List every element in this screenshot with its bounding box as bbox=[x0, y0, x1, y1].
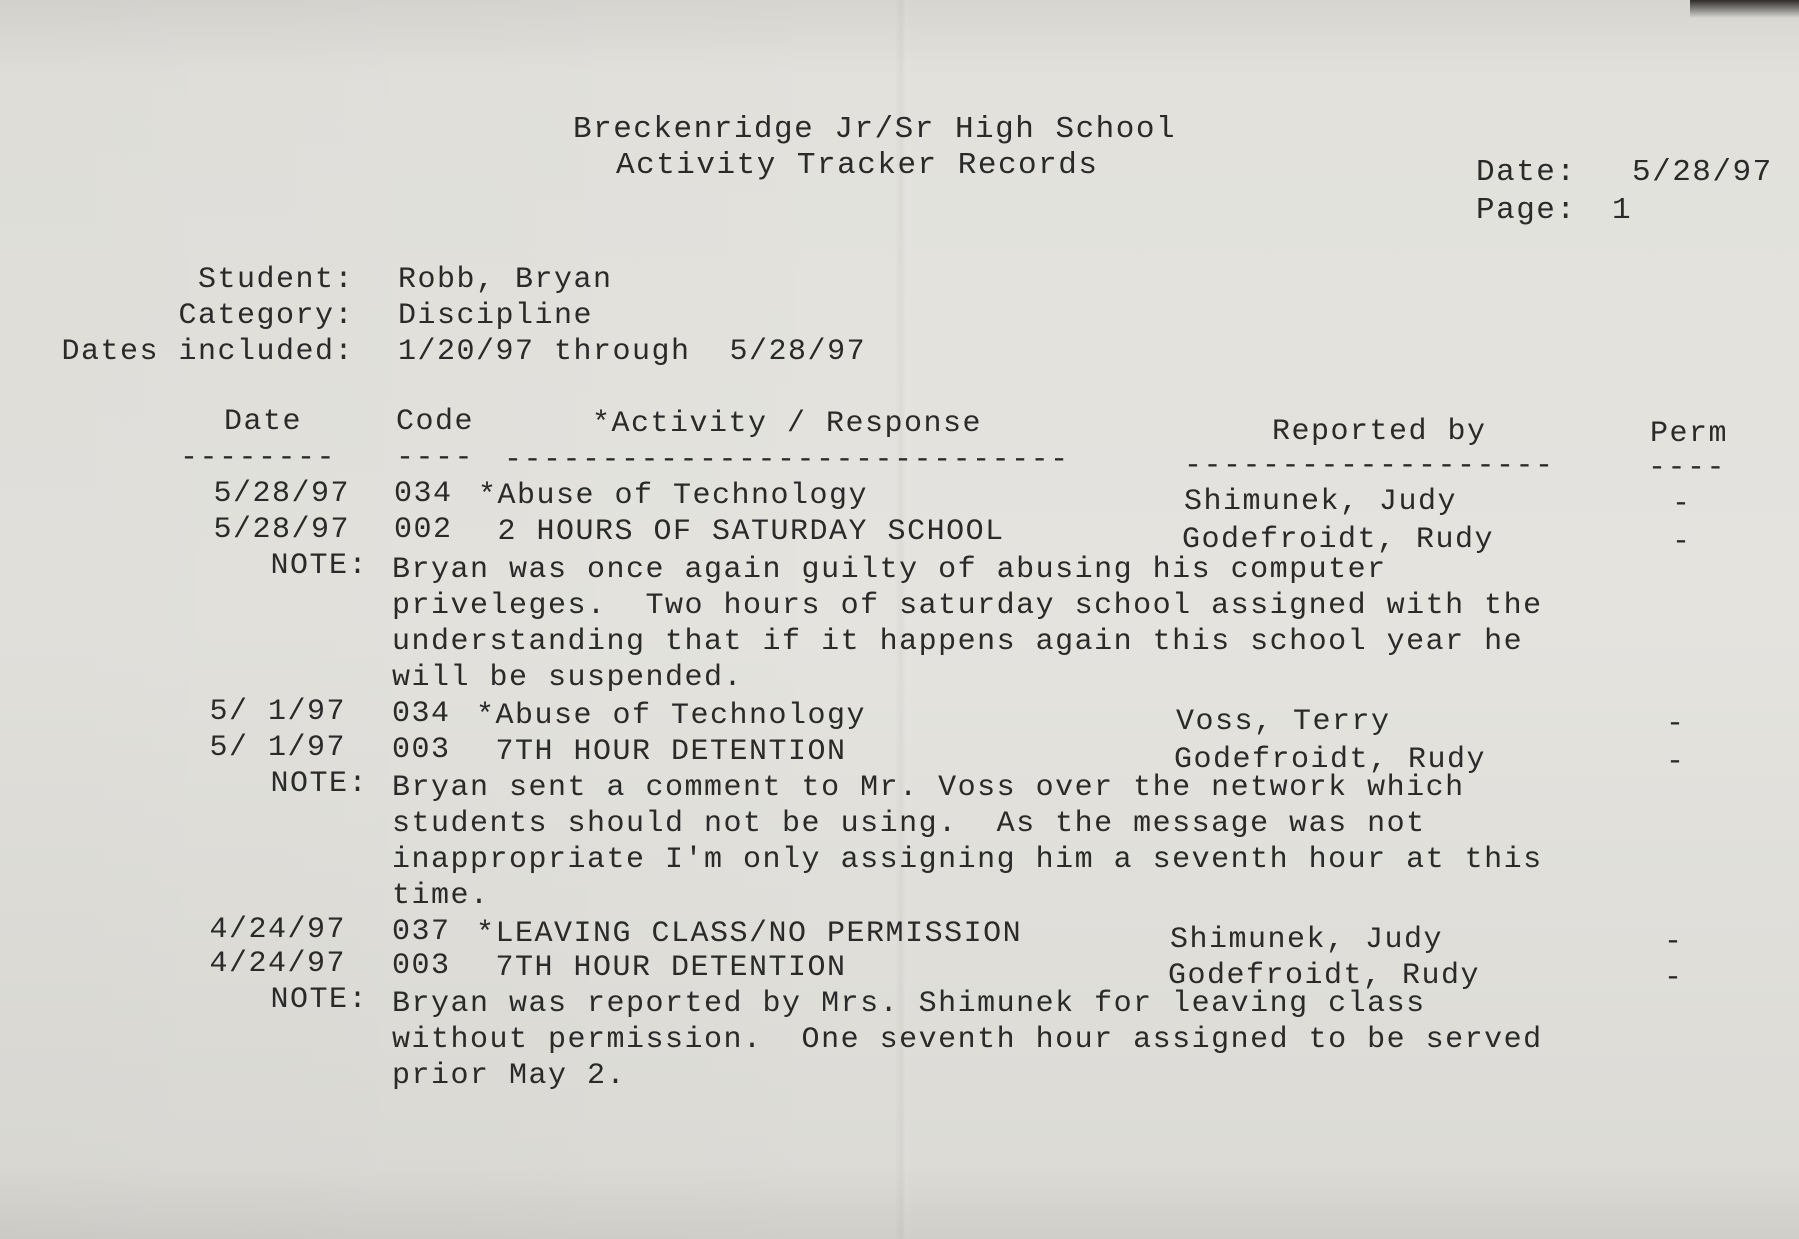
note-line: students should not be using. As the message was not bbox=[392, 807, 1426, 841]
note-line: without permission. One seventh hour assigned to be served bbox=[392, 1023, 1543, 1057]
record-date: 4/24/97 bbox=[209, 913, 346, 947]
report-date-label: Date: bbox=[1476, 155, 1577, 190]
record-reported-by: Godefroidt, Rudy bbox=[1174, 743, 1487, 777]
column-rule-perm: ---- bbox=[1648, 451, 1727, 485]
page-number-value: 1 bbox=[1612, 193, 1633, 228]
record-reported-by: Godefroidt, Rudy bbox=[1182, 523, 1495, 557]
column-rule-code: ---- bbox=[396, 441, 475, 475]
record-date: 5/28/97 bbox=[213, 477, 350, 511]
record-activity: 2 HOURS OF SATURDAY SCHOOL bbox=[478, 515, 1005, 549]
record-reported-by: Shimunek, Judy bbox=[1170, 923, 1444, 957]
record-reported-by: Godefroidt, Rudy bbox=[1168, 959, 1481, 993]
column-rule-date: -------- bbox=[180, 441, 337, 475]
column-rule-activity: ----------------------------- bbox=[504, 443, 1070, 477]
student-label: Student: bbox=[197, 263, 354, 297]
note-line: priveleges. Two hours of saturday school assigned with the bbox=[392, 589, 1543, 623]
record-perm: - bbox=[1664, 961, 1684, 995]
note-line: Bryan was once again guilty of abusing his computer bbox=[392, 553, 1387, 587]
page-number-label: Page: bbox=[1476, 193, 1577, 228]
record-perm: - bbox=[1666, 707, 1686, 741]
column-header-perm: Perm bbox=[1650, 417, 1729, 451]
record-date: 4/24/97 bbox=[209, 947, 346, 981]
note-text bbox=[392, 986, 1752, 1094]
dates-included-label: Dates included: bbox=[61, 335, 354, 369]
page-edge-shadow bbox=[1690, 0, 1799, 18]
record-activity: *Abuse of Technology bbox=[478, 479, 869, 513]
record-date: 5/ 1/97 bbox=[209, 731, 346, 765]
note-line: Bryan sent a comment to Mr. Voss over the network which bbox=[392, 771, 1465, 805]
note-line: Bryan was reported by Mrs. Shimunek for leaving class bbox=[392, 987, 1426, 1021]
report-date-value: 5/28/97 bbox=[1632, 155, 1773, 190]
note-line: time. bbox=[392, 879, 490, 913]
dates-included-value: 1/20/97 through 5/28/97 bbox=[398, 335, 867, 369]
note-text bbox=[392, 770, 1752, 914]
record-code: 003 bbox=[392, 949, 451, 983]
report-title: Activity Tracker Records bbox=[616, 148, 1099, 183]
record-code: 037 bbox=[392, 915, 451, 949]
record-reported-by: Shimunek, Judy bbox=[1184, 485, 1458, 519]
column-header-date: Date bbox=[224, 405, 303, 439]
record-activity: 7TH HOUR DETENTION bbox=[476, 951, 847, 985]
column-header-activity: *Activity / Response bbox=[592, 407, 983, 441]
note-label: NOTE: bbox=[270, 549, 368, 583]
record-date: 5/ 1/97 bbox=[209, 695, 346, 729]
record-perm: - bbox=[1672, 487, 1692, 521]
note-line: prior May 2. bbox=[392, 1059, 627, 1093]
note-label: NOTE: bbox=[270, 983, 368, 1017]
note-text bbox=[392, 552, 1752, 696]
record-code: 034 bbox=[394, 477, 453, 511]
record-activity: *LEAVING CLASS/NO PERMISSION bbox=[476, 917, 1023, 951]
record-activity: *Abuse of Technology bbox=[476, 699, 867, 733]
record-reported-by: Voss, Terry bbox=[1176, 705, 1391, 739]
record-code: 003 bbox=[392, 733, 451, 767]
record-date: 5/28/97 bbox=[213, 513, 350, 547]
student-name: Robb, Bryan bbox=[398, 263, 613, 297]
note-line: understanding that if it happens again this school year he bbox=[392, 625, 1524, 659]
category-value: Discipline bbox=[398, 299, 594, 333]
record-perm: - bbox=[1672, 525, 1692, 559]
note-label: NOTE: bbox=[270, 767, 368, 801]
record-perm: - bbox=[1664, 925, 1684, 959]
column-header-code: Code bbox=[396, 405, 475, 439]
record-code: 002 bbox=[394, 513, 453, 547]
note-line: will be suspended. bbox=[392, 661, 744, 695]
record-code: 034 bbox=[392, 697, 451, 731]
record-perm: - bbox=[1666, 745, 1686, 779]
column-header-reported-by: Reported by bbox=[1272, 415, 1487, 449]
note-line: inappropriate I'm only assigning him a seventh hour at this bbox=[392, 843, 1543, 877]
category-label: Category: bbox=[178, 299, 354, 333]
record-activity: 7TH HOUR DETENTION bbox=[476, 735, 847, 769]
column-rule-reported-by: ------------------- bbox=[1184, 449, 1555, 483]
school-name: Breckenridge Jr/Sr High School bbox=[573, 112, 1177, 147]
